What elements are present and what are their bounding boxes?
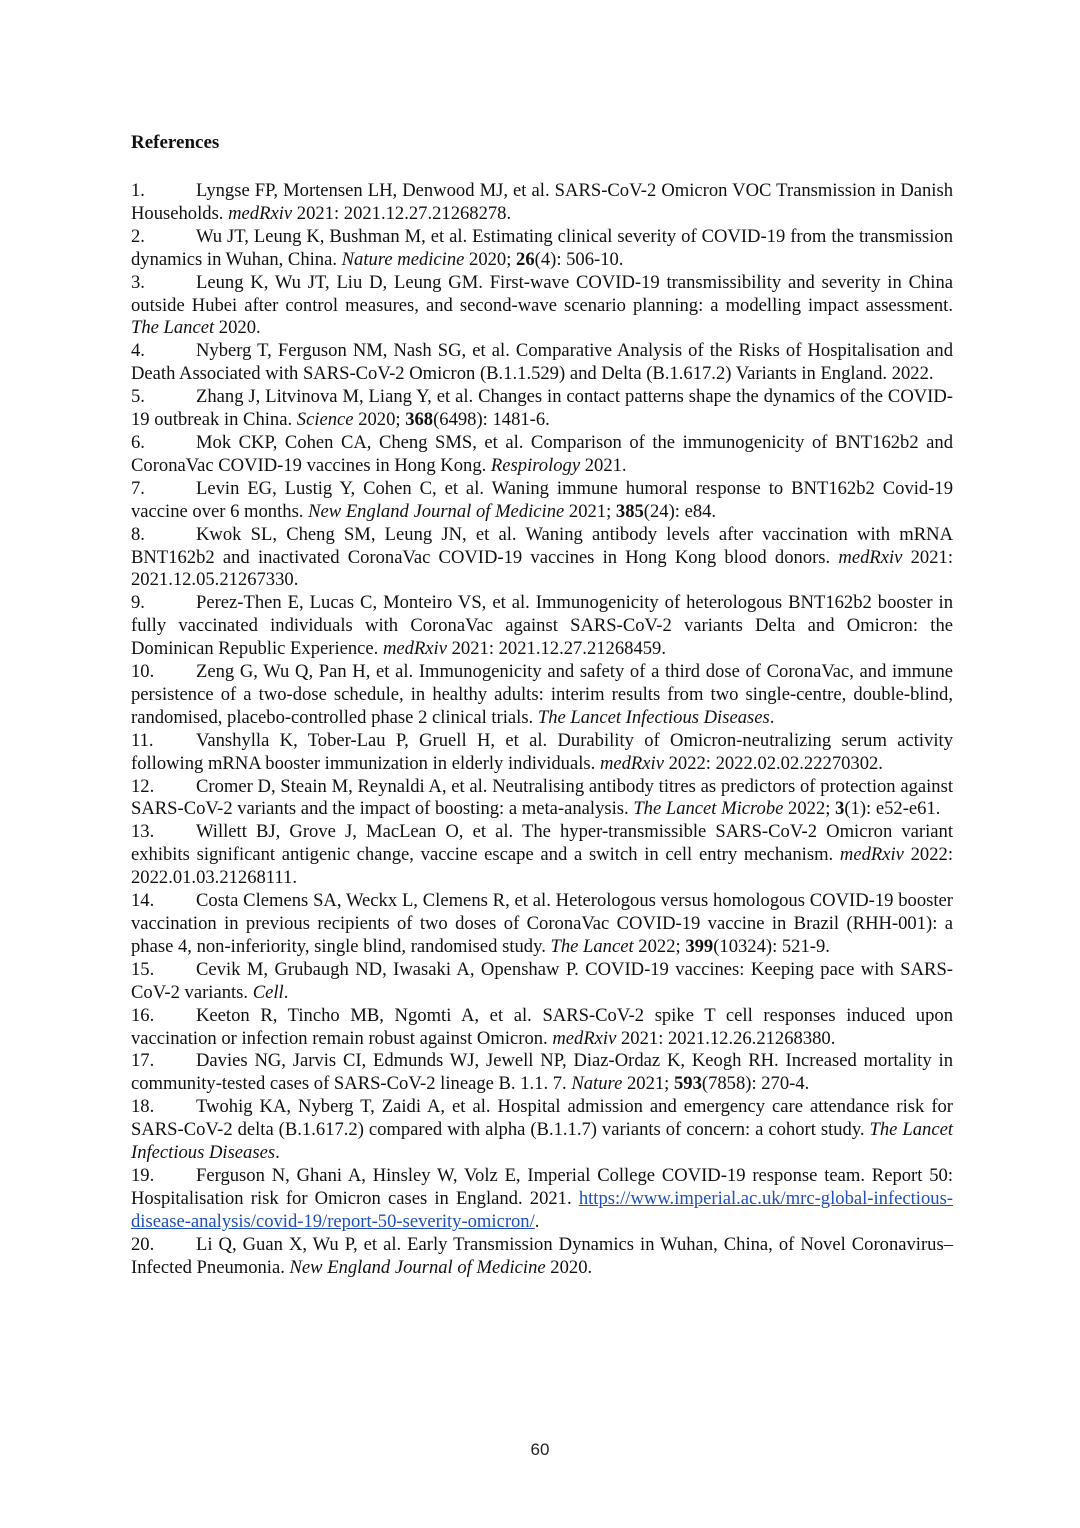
volume-number: 399 (685, 935, 714, 957)
reference-item (131, 959, 953, 1005)
journal-title: The Lancet (550, 935, 634, 957)
reference-text: (10324): 521-9. (713, 935, 830, 957)
reference-text: Lyngse FP, Mortensen LH, Denwood MJ, et al. SARS-CoV-2 Omicron VOC Transmission in Danish Households. (131, 180, 953, 224)
journal-title: Nature medicine (341, 248, 465, 270)
reference-text: Cromer D, Steain M, Reynaldi A, et al. Neutralising antibody titres as predictors of protection against SARS-CoV-2 variants and the impact of boosting: a meta-analysis. (131, 775, 953, 820)
reference-text: . (275, 1142, 280, 1164)
reference-text: Levin EG, Lustig Y, Cohen C, et al. Waning immune humoral response to BNT162b2 Covid-19 vaccine over 6 months. (131, 477, 953, 522)
reference-item (131, 1005, 953, 1051)
reference-item (131, 524, 953, 593)
journal-title: medRxiv (382, 638, 447, 660)
reference-item (131, 226, 953, 272)
reference-text: (1): e52-e61. (844, 798, 941, 820)
journal-title: The Lancet (131, 317, 215, 339)
reference-text: 2020; (464, 248, 517, 270)
reference-number: 3. (131, 271, 145, 293)
reference-text: Ferguson N, Ghani A, Hinsley W, Volz E, Imperial College COVID-19 response team. Report 50: Hospitalisation risk for Omicron cases in England. 2021. (131, 1164, 953, 1209)
reference-item (131, 386, 953, 432)
reference-text: Costa Clemens SA, Weckx L, Clemens R, et al. Heterologous versus homologous COVID-19 booster vaccination in previous recipients of two doses of CoronaVac COVID-19 vaccine in Brazil (RHH-001): a phase 4, non-inferiority, single blind, randomised study. (131, 890, 953, 957)
reference-number: 6. (131, 431, 145, 453)
reference-number: 20. (131, 1233, 155, 1255)
reference-text: Kwok SL, Cheng SM, Leung JN, et al. Waning antibody levels after vaccination with mRNA BNT162b2 and inactivated CoronaVac COVID-19 vaccines in Hong Kong blood donors. (131, 523, 953, 568)
journal-title: The Lancet Microbe (633, 798, 784, 820)
journal-title: medRxiv (599, 752, 664, 774)
reference-item (131, 730, 953, 776)
reference-number: 14. (131, 890, 155, 912)
references-heading: References (131, 132, 220, 153)
journal-title: medRxiv (839, 844, 904, 866)
reference-text: Wu JT, Leung K, Bushman M, et al. Estimating clinical severity of COVID-19 from the transmission dynamics in Wuhan, China. (131, 225, 953, 270)
reference-item (131, 432, 953, 478)
reference-text: Vanshylla K, Tober-Lau P, Gruell H, et al. Durability of Omicron-neutralizing serum activity following mRNA booster immunization in elderly individuals. (131, 729, 953, 774)
reference-text: 2021; (564, 500, 616, 522)
reference-text: . (283, 981, 289, 1003)
journal-title: medRxiv (552, 1027, 617, 1049)
reference-number: 9. (131, 592, 145, 614)
reference-text: . (769, 706, 775, 728)
reference-number: 18. (131, 1096, 155, 1118)
reference-number: 11. (131, 729, 154, 751)
reference-number: 4. (131, 340, 145, 362)
reference-text: Zeng G, Wu Q, Pan H, et al. Immunogenicity and safety of a third dose of CoronaVac, and immune persistence of a two-dose schedule, in healthy adults: interim results from two single-centre, double-blind, randomised, placebo-controlled phase 2 clinical trials. (131, 661, 953, 728)
reference-list (131, 180, 953, 1280)
journal-title: medRxiv (838, 546, 903, 568)
journal-title: The Lancet Infectious Diseases (131, 1119, 953, 1164)
reference-number: 12. (131, 775, 155, 797)
reference-number: 7. (131, 477, 145, 499)
reference-text: 2022: 2022.02.02.22270302. (663, 752, 883, 774)
reference-number: 19. (131, 1164, 155, 1186)
reference-text: Mok CKP, Cohen CA, Cheng SMS, et al. Comparison of the immunogenicity of BNT162b2 and CoronaVac COVID-19 vaccines in Hong Kong. (131, 431, 953, 476)
reference-text: 2021: 2021.12.26.21268380. (616, 1027, 836, 1049)
reference-item (131, 1096, 953, 1165)
reference-text: 2022; (633, 935, 686, 957)
journal-title: Science (296, 409, 354, 431)
reference-item (131, 1050, 953, 1096)
reference-text: (24): e84. (643, 500, 717, 522)
reference-number: 8. (131, 523, 145, 545)
volume-number: 368 (405, 409, 434, 431)
reference-text: (7858): 270-4. (701, 1073, 810, 1095)
reference-number: 10. (131, 661, 155, 683)
reference-text: 2021: 2021.12.27.21268278. (292, 202, 512, 224)
reference-item (131, 180, 953, 226)
reference-item (131, 890, 953, 959)
reference-text: Nyberg T, Ferguson NM, Nash SG, et al. Comparative Analysis of the Risks of Hospitalisation and Death Associated with SARS-CoV-2 Omicron (B.1.1.529) and Delta (B.1.617.2) Variants in England. 2022. (131, 340, 953, 385)
reference-text: Perez-Then E, Lucas C, Monteiro VS, et al. Immunogenicity of heterologous BNT162b2 booster in fully vaccinated individuals with CoronaVac against SARS-CoV-2 variants Delta and Omicron: the Dominican Republic Experience. (131, 592, 953, 660)
reference-item (131, 340, 953, 386)
reference-number: 13. (131, 821, 155, 843)
reference-text: 2020; (353, 409, 406, 431)
reference-text: 2020. (214, 317, 261, 339)
reference-text: 2021: 2021.12.05.21267330. (131, 546, 953, 591)
journal-title: New England Journal of Medicine (308, 500, 565, 522)
volume-number: 26 (516, 248, 535, 270)
reference-page (131, 132, 953, 1280)
reference-text: (4): 506-10. (534, 248, 624, 270)
reference-text: 2022: 2022.01.03.21268111. (131, 844, 953, 889)
journal-title: Respirology (490, 454, 581, 476)
journal-title: The Lancet Infectious Diseases (537, 706, 770, 728)
journal-title: medRxiv (228, 202, 293, 224)
reference-number: 16. (131, 1004, 155, 1026)
volume-number: 385 (615, 500, 644, 522)
reference-item (131, 776, 953, 822)
reference-item (131, 1165, 953, 1234)
reference-text: 2020. (545, 1256, 593, 1278)
reference-text: (6498): 1481-6. (433, 409, 550, 431)
reference-link[interactable]: https://www.imperial.ac.uk/mrc-global-infectious-disease-analysis/covid-19/report-50-severity-omicron/ (131, 1187, 953, 1232)
reference-text: . (534, 1210, 540, 1232)
reference-text: Li Q, Guan X, Wu P, et al. Early Transmission Dynamics in Wuhan, China, of Novel Coronavirus–Infected Pneumonia. (131, 1233, 953, 1278)
reference-number: 15. (131, 958, 155, 980)
reference-number: 17. (131, 1050, 155, 1072)
reference-text: Willett BJ, Grove J, MacLean O, et al. The hyper-transmissible SARS-CoV-2 Omicron variant exhibits significant antigenic change, vaccine escape and a switch in cell entry mechanism. (131, 821, 953, 866)
volume-number: 3 (835, 798, 845, 820)
reference-text: Keeton R, Tincho MB, Ngomti A, et al. SARS-CoV-2 spike T cell responses induced upon vaccination or infection remain robust against Omicron. (131, 1004, 953, 1049)
journal-title: New England Journal of Medicine (289, 1256, 546, 1278)
reference-text: Twohig KA, Nyberg T, Zaidi A, et al. Hospital admission and emergency care attendance risk for SARS-CoV-2 delta (B.1.617.2) compared with alpha (B.1.1.7) variants of concern: a cohort study. (131, 1096, 953, 1141)
reference-text: 2022; (783, 798, 836, 820)
reference-number: 1. (131, 180, 145, 201)
reference-item (131, 478, 953, 524)
reference-text: Zhang J, Litvinova M, Liang Y, et al. Changes in contact patterns shape the dynamics of the COVID-19 outbreak in China. (131, 386, 953, 431)
reference-text: Cevik M, Grubaugh ND, Iwasaki A, Openshaw P. COVID-19 vaccines: Keeping pace with SARS-CoV-2 variants. (131, 958, 953, 1003)
reference-number: 5. (131, 386, 145, 408)
reference-text: 2021. (580, 454, 627, 476)
journal-title: Nature (571, 1073, 623, 1095)
reference-item (131, 592, 953, 661)
reference-item (131, 821, 953, 890)
reference-text: 2021; (622, 1073, 674, 1095)
reference-text: 2021: 2021.12.27.21268459. (446, 638, 666, 660)
journal-title: Cell (252, 981, 284, 1003)
reference-item (131, 661, 953, 730)
reference-item (131, 272, 953, 341)
reference-number: 2. (131, 225, 145, 247)
reference-item (131, 1234, 953, 1280)
volume-number: 593 (673, 1073, 702, 1095)
reference-text: Leung K, Wu JT, Liu D, Leung GM. First-wave COVID-19 transmissibility and severity in China outside Hubei after control measures, and second-wave scenario planning: a modelling impact assessment. (131, 271, 953, 316)
reference-text: Davies NG, Jarvis CI, Edmunds WJ, Jewell NP, Diaz-Ordaz K, Keogh RH. Increased mortality in community-tested cases of SARS-CoV-2 lineage B. 1.1. 7. (131, 1050, 953, 1095)
page-number: 60 (530, 1440, 550, 1459)
